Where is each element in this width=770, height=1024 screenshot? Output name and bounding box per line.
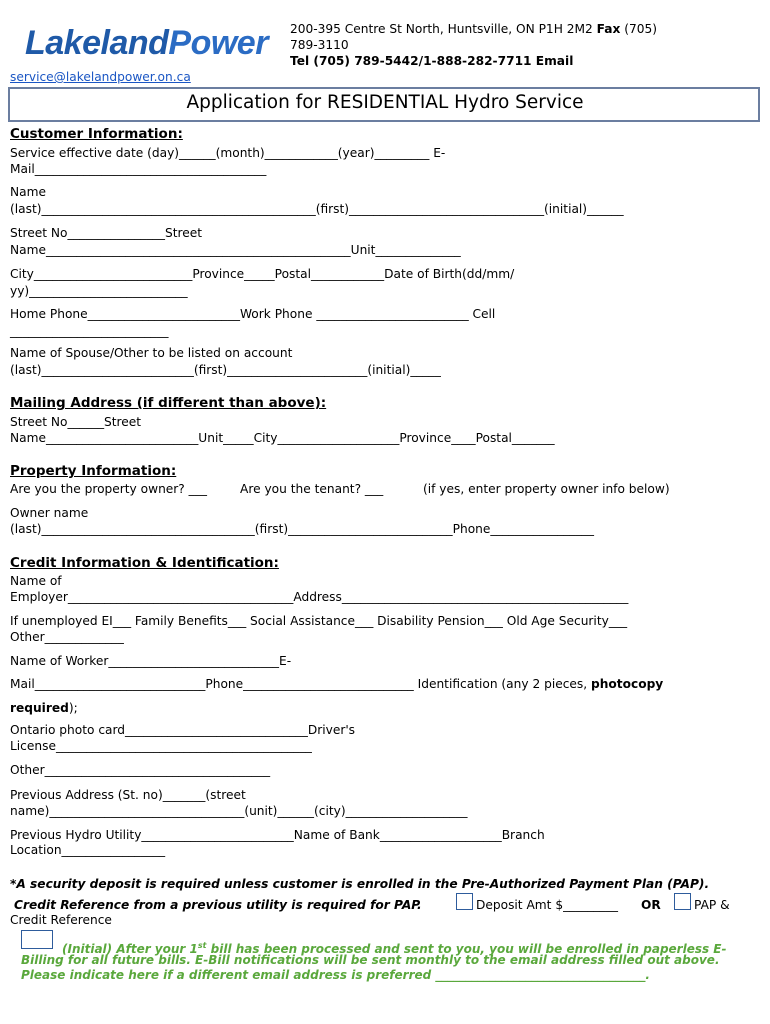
other-income-field[interactable]: Other_____________ — [10, 630, 124, 644]
prev-utility-field[interactable]: Previous Hydro Utility_________________________Name of Bank____________________Branch — [10, 828, 545, 842]
pap-checkbox[interactable] — [674, 893, 691, 910]
service-date-field[interactable]: Service effective date (day)______(month)____________(year)_________ E- — [10, 146, 446, 160]
worker-contact-field[interactable]: Mail____________________________Phone____________________________ Identification (any 2 pieces, photocopy — [10, 677, 664, 691]
page-title: Application for RESIDENTIAL Hydro Service — [186, 92, 584, 113]
ebill-note-line1: (Initial) After your 1st bill has been processed and sent to you, you will be enrolled in paperless E- — [62, 941, 727, 956]
employer-field[interactable]: Employer_____________________________________Address_______________________________________________ — [10, 590, 629, 604]
credit-heading: Credit Information & Identification: — [10, 555, 279, 571]
mailing-street-field[interactable]: Street No______Street — [10, 415, 142, 429]
ebill-note-line2: Billing for all future bills. E-Bill notifications will be sent monthly to the email address filled out above. — [21, 953, 720, 967]
property-heading: Property Information: — [10, 463, 177, 479]
name-label: Name — [10, 185, 46, 199]
owner-note: (if yes, enter property owner info below) — [423, 482, 670, 496]
employer-label: Name of — [10, 574, 62, 588]
ebill-note-line3[interactable]: Please indicate here if a different email address is preferred ___________________________________. — [21, 968, 650, 982]
owner-question[interactable]: Are you the property owner? ___ — [10, 482, 207, 496]
credit-ref-label: Credit Reference — [10, 913, 112, 927]
name-field[interactable]: (last)_____________________________________________(first)________________________________(initial)______ — [10, 202, 624, 216]
owner-name-field[interactable]: (last)___________________________________(first)___________________________Phone_________________ — [10, 522, 594, 536]
deposit-note: *A security deposit is required unless customer is enrolled in the Pre-Authorized Payment Plan (PAP). — [10, 877, 710, 891]
phone-field[interactable]: Home Phone_________________________Work Phone _________________________ Cell — [10, 307, 496, 321]
email-link[interactable]: service@lakelandpower.on.ca — [10, 70, 191, 84]
credit-ref-note: Credit Reference from a previous utility is required for PAP. — [14, 898, 422, 912]
dob-field[interactable]: yy)__________________________ — [10, 284, 188, 298]
deposit-amount-field[interactable]: Deposit Amt $_________ — [476, 898, 618, 912]
prev-address-field[interactable]: Previous Address (St. no)_______(street — [10, 788, 246, 802]
location-field[interactable]: Location_________________ — [10, 843, 166, 857]
unemployed-options[interactable]: If unemployed EI___ Family Benefits___ Social Assistance___ Disability Pension___ Old Age Security___ — [10, 614, 628, 628]
street-name-field[interactable]: Name__________________________________________________Unit______________ — [10, 243, 461, 257]
cell-field[interactable]: __________________________ — [10, 324, 169, 338]
worker-name-field[interactable]: Name of Worker____________________________E- — [10, 654, 292, 668]
pap-label: PAP & — [694, 898, 730, 912]
or-label: OR — [641, 898, 661, 912]
customer-heading: Customer Information: — [10, 126, 183, 142]
spouse-name-field[interactable]: (last)_________________________(first)_______________________(initial)_____ — [10, 363, 441, 377]
prev-street-field[interactable]: name)________________________________(unit)______(city)____________________ — [10, 804, 468, 818]
other-id-field[interactable]: Other_____________________________________ — [10, 763, 271, 777]
initial-box[interactable] — [21, 930, 53, 949]
company-address: 200-395 Centre St North, Huntsville, ON P1H 2M2 Fax (705) 789-3110 Tel (705) 789-5442/1-888-282-7711 Email — [290, 22, 657, 68]
street-no-field[interactable]: Street No________________Street — [10, 226, 203, 240]
license-field[interactable]: License__________________________________________ — [10, 739, 312, 753]
mailing-heading: Mailing Address (if different than above): — [10, 395, 327, 411]
company-logo: LakelandPower — [25, 24, 268, 62]
photo-card-field[interactable]: Ontario photo card______________________________Driver's — [10, 723, 356, 737]
mailing-address-field[interactable]: Name_________________________Unit_____City____________________Province____Postal_______ — [10, 431, 555, 445]
deposit-checkbox[interactable] — [456, 893, 473, 910]
id-required-note: required); — [10, 701, 78, 715]
tenant-question[interactable]: Are you the tenant? ___ — [240, 482, 384, 496]
email-field[interactable]: Mail______________________________________ — [10, 162, 267, 176]
owner-name-label: Owner name — [10, 506, 89, 520]
spouse-label: Name of Spouse/Other to be listed on account — [10, 346, 293, 360]
city-field[interactable]: City__________________________Province_____Postal____________Date of Birth(dd/mm/ — [10, 267, 515, 281]
